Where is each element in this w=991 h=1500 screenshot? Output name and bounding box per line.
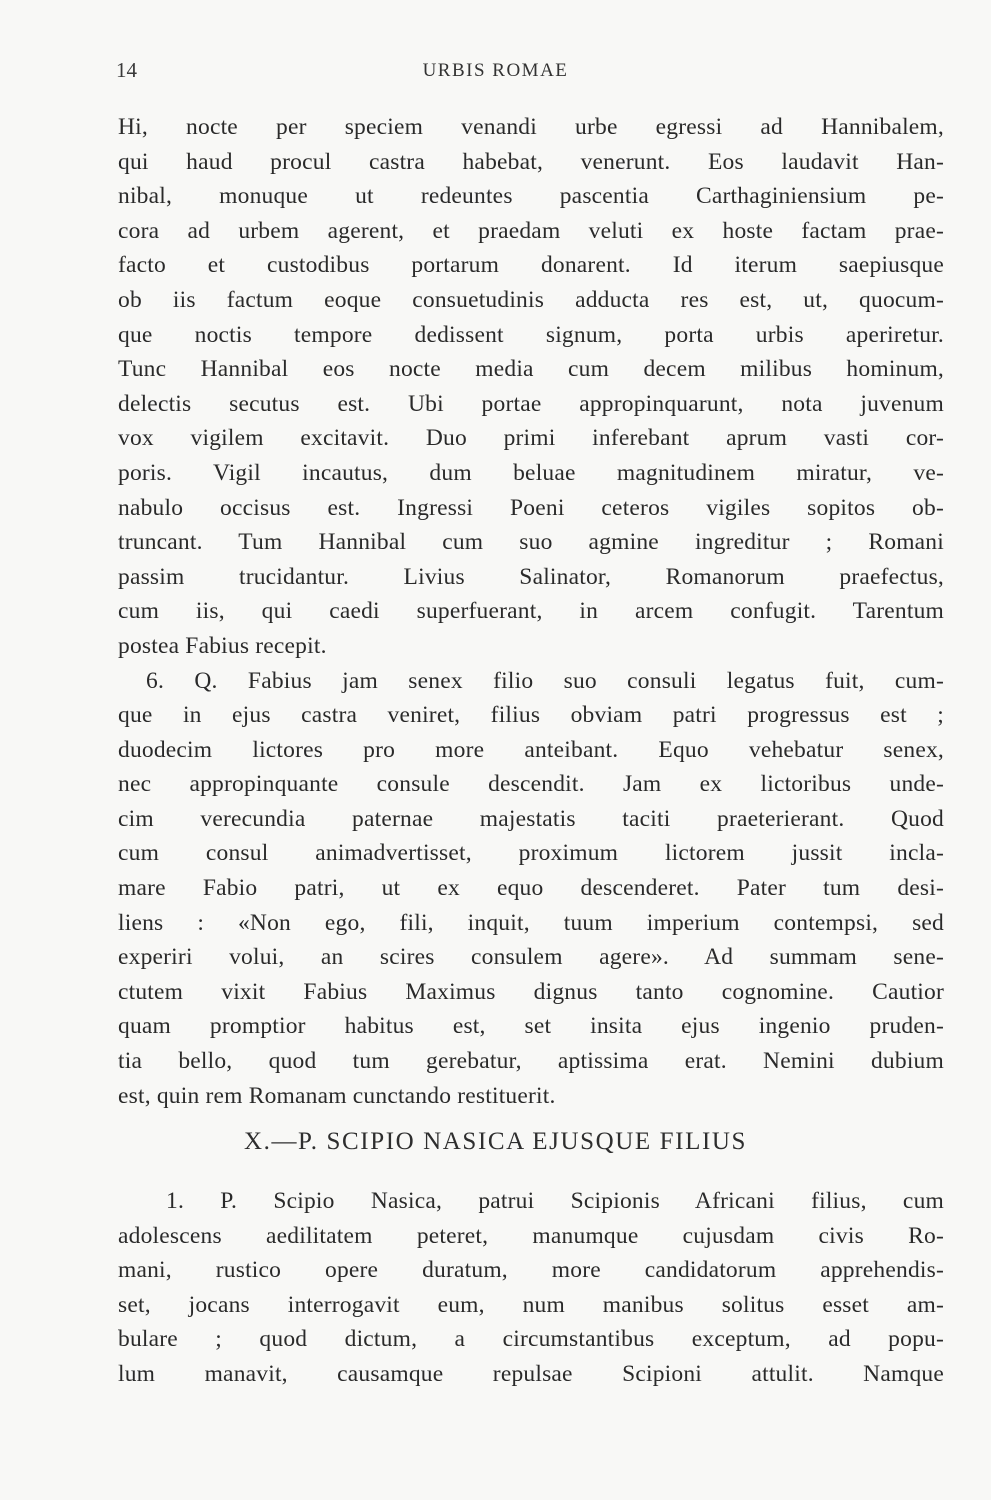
- running-head: URBIS ROMAE: [422, 60, 569, 81]
- text-line: cim verecundia paternae majestatis taciti praeterierant. Quod: [118, 805, 944, 832]
- text-line: que noctis tempore dedissent signum, porta urbis aperiretur.: [118, 321, 944, 348]
- text-line: cora ad urbem agerent, et praedam veluti ex hoste factam prae-: [118, 217, 944, 244]
- text-line: passim trucidantur. Livius Salinator, Romanorum praefectus,: [118, 563, 944, 590]
- text-line: adolescens aedilitatem peteret, manumque cujusdam civis Ro-: [118, 1222, 944, 1249]
- text-line: set, jocans interrogavit eum, num manibus solitus esset am-: [118, 1291, 944, 1318]
- main-text: [118, 110, 944, 1113]
- text-line: nec appropinquante consule descendit. Jam ex lictoribus unde-: [118, 771, 944, 798]
- text-line: tia bello, quod tum gerebatur, aptissima erat. Nemini dubium: [118, 1048, 944, 1075]
- text-line: truncant. Tum Hannibal cum suo agmine ingreditur ; Romani: [118, 529, 944, 556]
- text-line: duodecim lictores pro more anteibant. Equo vehebatur senex,: [118, 736, 944, 763]
- text-line: lum manavit, causamque repulsae Scipioni attulit. Namque: [118, 1360, 944, 1387]
- text-line: Tunc Hannibal eos nocte media cum decem milibus hominum,: [118, 356, 944, 383]
- text-line: facto et custodibus portarum donarent. Id iterum saepiusque: [118, 252, 944, 279]
- text-line: liens : «Non ego, fili, inquit, tuum imperium contempsi, sed: [118, 909, 944, 936]
- text-line: ctutem vixit Fabius Maximus dignus tanto cognomine. Cautior: [118, 978, 944, 1005]
- text-line: qui haud procul castra habebat, venerunt. Eos laudavit Han-: [118, 148, 944, 175]
- text-line: vox vigilem excitavit. Duo primi inferebant aprum vasti cor-: [118, 425, 944, 452]
- text-line: experiri volui, an scires consulem agere». Ad summam sene-: [118, 944, 944, 971]
- text-line: quam promptior habitus est, set insita ejus ingenio pruden-: [118, 1013, 944, 1040]
- text-line: ob iis factum eoque consuetudinis adducta res est, ut, quocum-: [118, 286, 944, 313]
- text-line: postea Fabius recepit.: [118, 632, 327, 659]
- text-line: nabulo occisus est. Ingressi Poeni ceteros vigiles sopitos ob-: [118, 494, 944, 521]
- text-line: mani, rustico opere duratum, more candidatorum apprehendis-: [118, 1257, 944, 1284]
- text-line: cum iis, qui caedi superfuerant, in arcem confugit. Tarentum: [118, 598, 944, 625]
- text-line: nibal, monuque ut redeuntes pascentia Carthaginiensium pe-: [118, 183, 944, 210]
- section-text: [118, 1184, 944, 1392]
- text-line: 1. P. Scipio Nasica, patrui Scipionis Africani filius, cum: [166, 1188, 944, 1214]
- text-line: cum consul animadvertisset, proximum lictorem jussit incla-: [118, 840, 944, 867]
- text-line: Hi, nocte per speciem venandi urbe egressi ad Hannibalem,: [118, 114, 944, 140]
- text-line: poris. Vigil incautus, dum beluae magnitudinem miratur, ve-: [118, 459, 944, 486]
- text-line: delectis secutus est. Ubi portae appropinquarunt, nota juvenum: [118, 390, 944, 417]
- text-line: est, quin rem Romanam cunctando restituerit.: [118, 1082, 556, 1109]
- text-line: 6. Q. Fabius jam senex filio suo consuli legatus fuit, cum-: [146, 667, 944, 694]
- page-number: 14: [116, 58, 137, 82]
- text-line: mare Fabio patri, ut ex equo descenderet. Pater tum desi-: [118, 875, 944, 902]
- text-line: bulare ; quod dictum, a circumstantibus exceptum, ad popu-: [118, 1326, 944, 1353]
- text-line: que in ejus castra veniret, filius obviam patri progressus est ;: [118, 702, 944, 729]
- section-heading: X.—P. SCIPIO NASICA EJUSQUE FILIUS: [243, 1128, 748, 1155]
